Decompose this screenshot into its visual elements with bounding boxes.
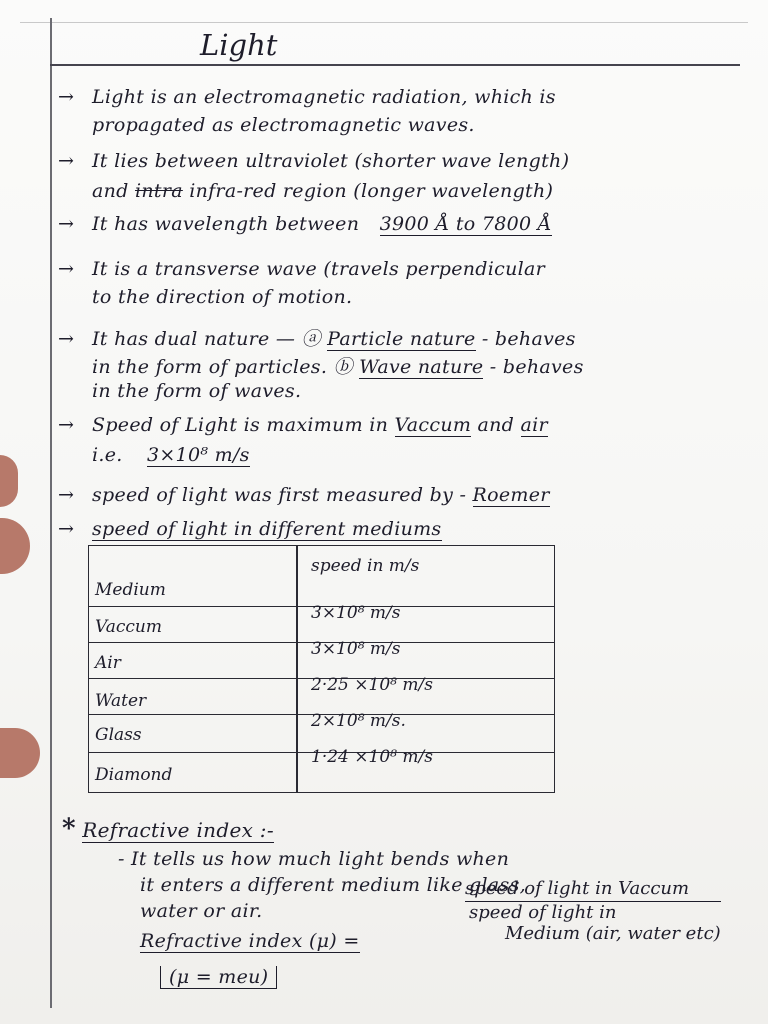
fraction-denominator-2: Medium (air, water etc) (505, 923, 721, 944)
arrow-icon: → (58, 150, 75, 172)
point-4-line-2: to the direction of motion. (92, 286, 353, 308)
roemer-name: Roemer (472, 484, 550, 506)
title-rule (50, 64, 740, 66)
page-title: Light (200, 28, 278, 62)
arrow-icon: → (58, 484, 75, 506)
table-cell-medium: Glass (95, 725, 142, 745)
wavelength-range: 3900 Å to 7800 Å (379, 213, 552, 235)
speed-table (88, 545, 555, 793)
arrow-icon: → (58, 518, 75, 540)
table-row (89, 711, 555, 751)
particle-nature: Particle nature (327, 328, 476, 350)
table-cell-speed: 3×10⁸ m/s (311, 603, 401, 623)
point-1-line-2: propagated as electromagnetic waves. (92, 114, 475, 136)
table-header-speed: speed in m/s (311, 556, 420, 576)
table-cell-medium: Water (95, 691, 147, 711)
struck-word: intra (134, 180, 183, 202)
margin-line (50, 18, 52, 1008)
fraction-denominator-1: speed of light in (469, 902, 617, 923)
point-2-line-2: and intra infra-red region (longer wavelength) (92, 180, 554, 202)
point-5-line-1: → It has dual nature — ⓐ Particle nature - behaves (58, 328, 576, 350)
fraction-numerator: speed of light in Vaccum (465, 878, 721, 902)
table-cell-medium: Diamond (95, 765, 173, 785)
speed-value: 3×10⁸ m/s (146, 444, 250, 466)
formula-label: Refractive index (μ) = (140, 930, 360, 952)
top-rule (20, 22, 748, 23)
table-cell-speed: 1·24 ×10⁸ m/s (311, 747, 433, 767)
formula-symbol: (μ = meu) (160, 966, 277, 988)
arrow-icon: → (58, 258, 75, 280)
arrow-icon: → (58, 414, 75, 436)
table-cell-speed: 2·25 ×10⁸ m/s (311, 675, 433, 695)
arrow-icon: → (58, 86, 75, 108)
refractive-fraction (465, 878, 721, 944)
table-row (89, 639, 555, 679)
point-3-line-1: → It has wavelength between 3900 Å to 7800 Å (58, 213, 552, 235)
point-6-line-1: → Speed of Light is maximum in Vaccum and air (58, 414, 548, 436)
finger-shape (0, 728, 40, 778)
point-1-line-1: → Light is an electromagnetic radiation, which is (58, 86, 556, 108)
point-5-line-3: in the form of waves. (92, 380, 302, 402)
finger-shape (0, 518, 30, 574)
table-row (89, 747, 555, 791)
star-icon: * (62, 814, 76, 844)
point-4-line-1: → It is a transverse wave (travels perpendicular (58, 258, 545, 280)
refractive-desc-line-1: - It tells us how much light bends when (118, 848, 510, 870)
point-5-line-2: in the form of particles. ⓑ Wave nature - behaves (92, 356, 584, 378)
table-row (89, 603, 555, 643)
table-row (89, 675, 555, 715)
table-cell-speed: 3×10⁸ m/s (311, 639, 401, 659)
refractive-desc-line-3: water or air. (140, 900, 263, 922)
finger-shape (0, 455, 18, 507)
table-cell-medium: Vaccum (95, 617, 162, 637)
vaccum-word: Vaccum (394, 414, 472, 436)
arrow-icon: → (58, 328, 75, 350)
refractive-desc-line-2: it enters a different medium like glass, (140, 874, 526, 896)
point-7-line-1: → speed of light was first measured by - Roemer (58, 484, 550, 506)
refractive-heading-line (62, 814, 274, 844)
point-6-line-2: i.e. 3×10⁸ m/s (92, 444, 250, 466)
air-word: air (520, 414, 548, 436)
refractive-heading: Refractive index :- (82, 818, 274, 842)
table-header-medium: Medium (95, 580, 166, 600)
table-cell-medium: Air (95, 653, 121, 673)
point-2-line-1: → It lies between ultraviolet (shorter wave length) (58, 150, 570, 172)
table-cell-speed: 2×10⁸ m/s. (311, 711, 406, 731)
point-8-line-1: → speed of light in different mediums (58, 518, 442, 540)
arrow-icon: → (58, 213, 75, 235)
wave-nature: Wave nature (359, 356, 484, 378)
